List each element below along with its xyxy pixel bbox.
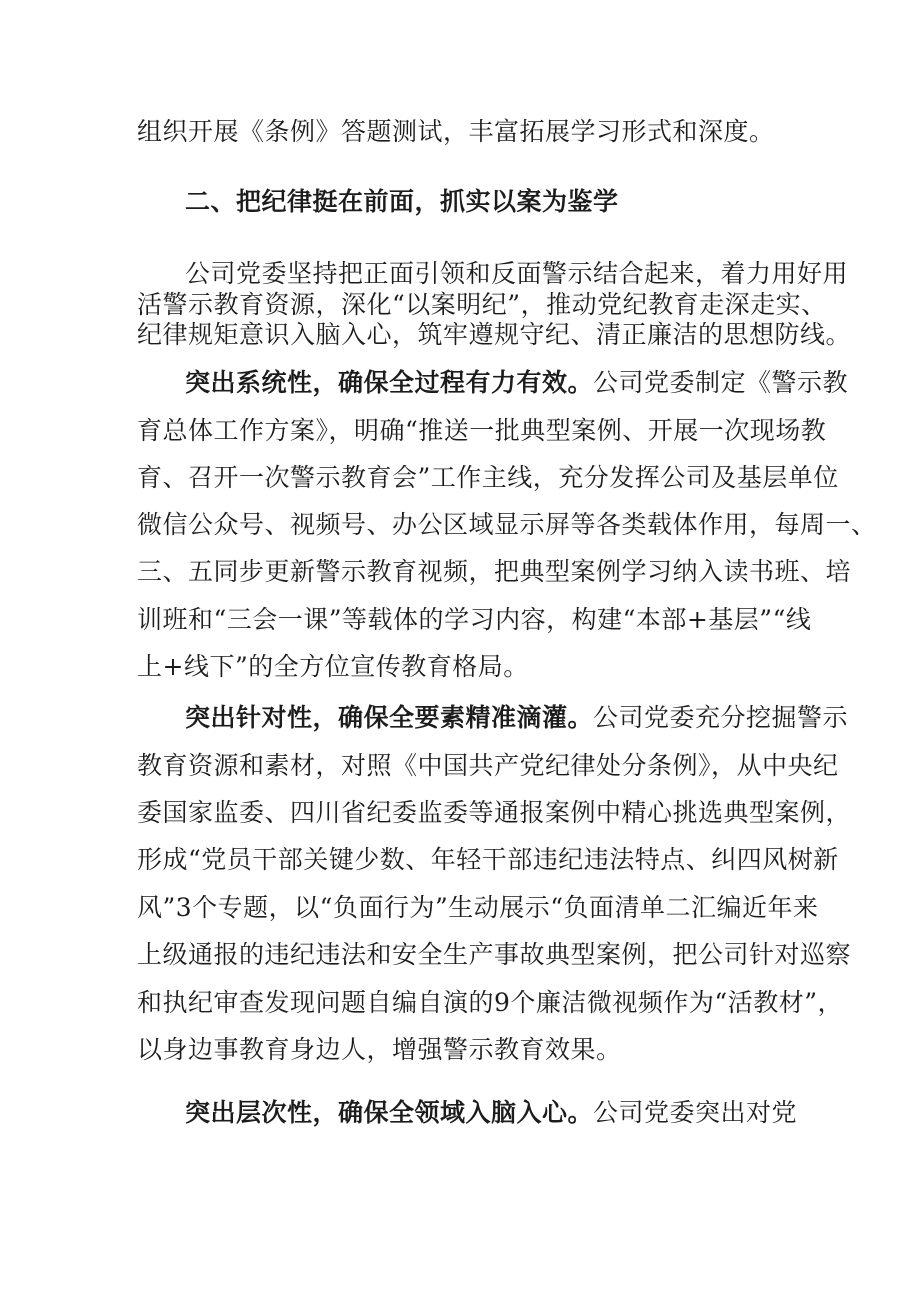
paragraph-text: 公司党委突出对党 xyxy=(593,1098,798,1127)
paragraph-line: 训班和“三会一课”等载体的学习内容，构建“本部+基层”“线 xyxy=(137,605,812,634)
paragraph-line: 教育资源和素材，对照《中国共产党纪律处分条例》，从中央纪 xyxy=(137,751,839,780)
paragraph-line: 形成“党员干部关键少数、年轻干部违纪违法特点、纠四风树新 xyxy=(137,845,839,874)
point-title: 突出层次性，确保全领域入脑入心。 xyxy=(185,1098,594,1127)
point-title: 突出针对性，确保全要素精准滴灌。 xyxy=(185,703,594,732)
paragraph-line: 活警示教育资源，深化“以案明纪”，推动党纪教育走深走实、 xyxy=(137,290,827,319)
paragraph-first-line xyxy=(185,703,848,733)
section-heading: 二、把纪律挺在前面，抓实以案为鉴学 xyxy=(185,187,619,216)
paragraph-line: 和执纪审查发现问题自编自演的9个廉洁微视频作为“活教材”， xyxy=(137,988,843,1017)
paragraph-text: 公司党委制定《警示教 xyxy=(593,368,849,397)
paragraph-first-line xyxy=(185,368,848,398)
paragraph-line: 风”3个专题，以“负面行为”生动展示“负面清单二汇编近年来 xyxy=(137,893,819,922)
paragraph-line: 三、五同步更新警示教育视频，把典型案例学习纳入读书班、培 xyxy=(137,557,852,586)
paragraph-line: 公司党委坚持把正面引领和反面警示结合起来，着力用好用 xyxy=(185,259,849,288)
paragraph-first-line xyxy=(185,1098,797,1128)
paragraph-line: 育总体工作方案》，明确“推送一批典型案例、开展一次现场教 xyxy=(137,416,827,445)
paragraph-line: 委国家监委、四川省纪委监委等通报案例中精心挑选典型案例， xyxy=(137,798,852,827)
intro-line: 组织开展《条例》答题测试，丰富拓展学习形式和深度。 xyxy=(137,117,775,146)
paragraph-line: 以身边事教育身边人，增强警示教育效果。 xyxy=(137,1035,622,1064)
paragraph-line: 育、召开一次警示教育会”工作主线，充分发挥公司及基层单位 xyxy=(137,463,839,492)
paragraph-text: 公司党委充分挖掘警示 xyxy=(593,703,849,732)
paragraph-line: 上级通报的违纪违法和安全生产事故典型案例，把公司针对巡察 xyxy=(137,940,852,969)
paragraph-line: 纪律规矩意识入脑入心，筑牢遵规守纪、清正廉洁的思想防线。 xyxy=(137,320,852,349)
point-title: 突出系统性，确保全过程有力有效。 xyxy=(185,368,594,397)
paragraph-line: 上+线下”的全方位宣传教育格局。 xyxy=(137,652,529,681)
paragraph-line: 微信公众号、视频号、办公区域显示屏等各类载体作用，每周一、 xyxy=(137,510,877,539)
